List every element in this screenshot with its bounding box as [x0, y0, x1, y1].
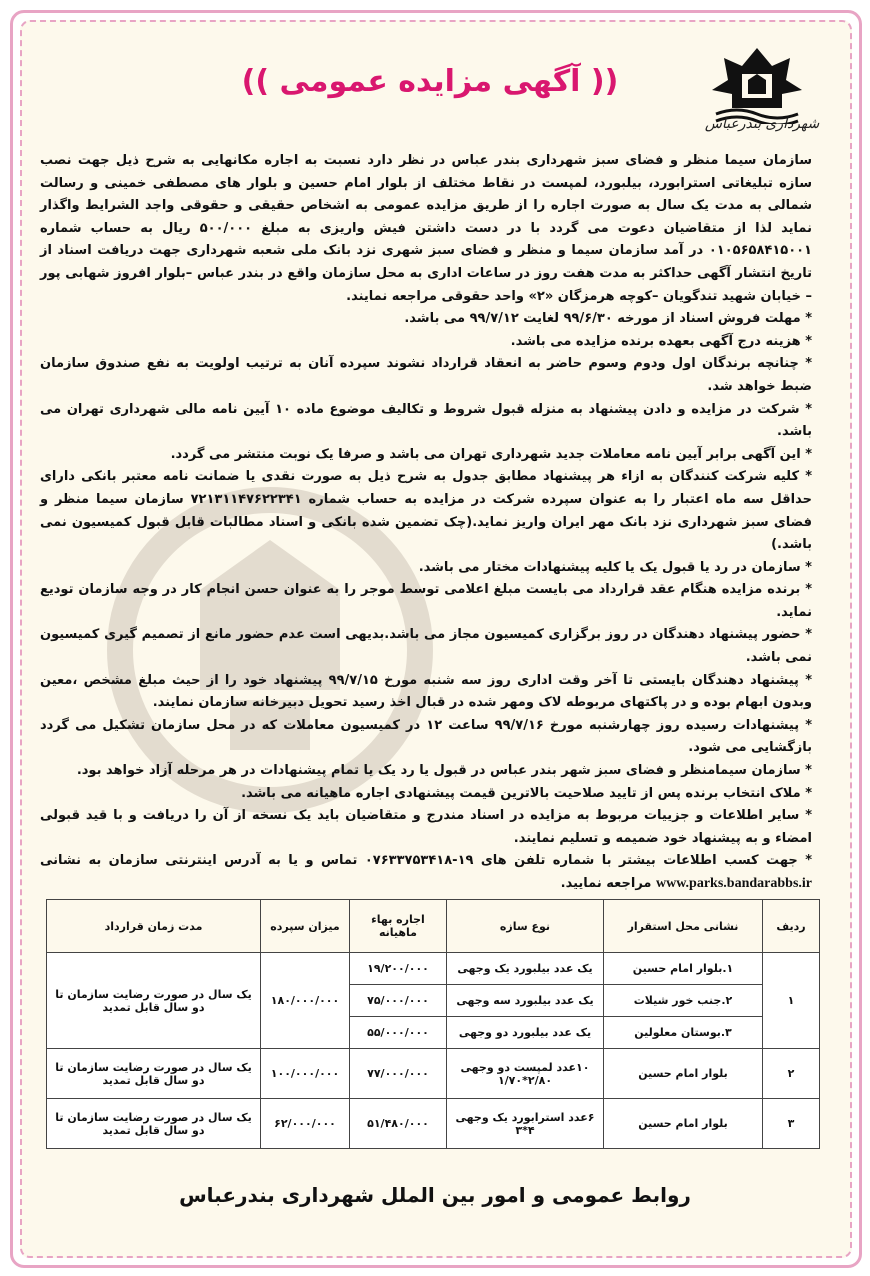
header-row-number: ردیف: [763, 900, 820, 953]
location-cell: ۲.جنب خور شیلات: [604, 985, 763, 1017]
condition-item: * این آگهی برابر آیین نامه معاملات جدید شهرداری تهران می باشد و صرفا یک نوبت منتشر می گردد.: [170, 446, 812, 462]
rent-cell: ۷۷/۰۰۰/۰۰۰: [350, 1049, 447, 1099]
row-number: ۳: [763, 1099, 820, 1149]
type-cell: ۱۰عدد لمپست دو وجهی ۲/۸۰*۱/۷۰: [447, 1049, 604, 1099]
condition-item: * سازمان در رد یا قبول یک یا کلیه پیشنهادات مختار می باشد.: [418, 559, 812, 575]
rent-cell: ۵۵/۰۰۰/۰۰۰: [350, 1017, 447, 1049]
contact-text: * جهت کسب اطلاعات بیشتر با شماره تلفن های ۱۹-۰۷۶۳۳۷۵۳۴۱۸ تماس و یا به آدرس اینترنتی سازمان به نشانی: [40, 853, 813, 869]
rent-cell: ۵۱/۴۸۰/۰۰۰: [350, 1099, 447, 1149]
contact-suffix: مراجعه نمایید.: [560, 876, 652, 891]
condition-item: * مهلت فروش اسناد از مورخه ۹۹/۶/۳۰ لغایت ۹۹/۷/۱۲ می باشد.: [404, 311, 812, 327]
deposit-cell: ۱۸۰/۰۰۰/۰۰۰: [261, 953, 350, 1049]
condition-item: * سایر اطلاعات و جزییات مربوط به مزایده در اسناد مندرج و متقاضیان باید یک نسخه از آن را دریافت و با قید قبولی امضاء و به پیشنهاد خود ضمیمه و تسلیم نمایند.: [40, 808, 812, 846]
conditions-list: [40, 308, 812, 850]
footer-signature: روابط عمومی و امور بین الملل شهرداری بندرعباس: [179, 1183, 691, 1207]
header-duration: مدت زمان قرارداد: [47, 900, 261, 953]
location-cell: بلوار امام حسین: [604, 1049, 763, 1099]
duration-cell: یک سال در صورت رضایت سازمان تا دو سال قابل تمدید: [47, 1049, 261, 1099]
condition-item: * شرکت در مزایده و دادن پیشنهاد به منزله قبول شروط و تکالیف موضوع ماده ۱۰ آیین نامه مالی شهرداری تهران می باشد.: [40, 401, 812, 440]
location-cell: ۳.بوستان معلولین: [604, 1017, 763, 1049]
intro-paragraph: سازمان سیما منظر و فضای سبز شهرداری بندر عباس در نظر دارد نسبت به اجاره مکانهایی به شرح ذیل جهت نصب سازه تبلیغاتی استرابورد، بیلبورد، لمپست در نقاط مختلف از بلوار امام حسین و بلوار های مصطفی خمینی و رسالت شمالی به مدت یک سال به صورت اجاره را از طریق مزایده عمومی به اشخاص حقیقی و حقوقی واجد الشرایط واگذار نماید لذا از متقاضیان دعوت می گردد با در دست داشتن فیش واریزی به مبلغ ۵۰۰/۰۰۰ ریال به حساب شماره ۰۱۰۵۶۵۸۴۱۵۰۰۱ در آمد سازمان سیما و منظر و فضای سبز شهری نزد بانک ملی شعبه شهرداری جهت دریافت اسناد از تاریخ انتشار آگهی حداکثر به مدت هفت روز در ساعات اداری به محل سازمان واقع در بندر عباس –بلوار افروز شهابی پور – خیابان شهید تندگویان –کوچه هرمزگان «۲» واحد حقوقی مراجعه نمایند.: [40, 153, 812, 304]
row-number: ۱: [763, 953, 820, 1049]
condition-item: * حضور پیشنهاد دهندگان در روز برگزاری کمیسیون مجاز می باشد.بدیهی است عدم حضور مانع از تصمیم گیری کمیسیون نمی باشد.: [40, 627, 812, 666]
condition-item: * چنانچه برندگان اول ودوم وسوم حاضر به انعقاد قرارداد نشوند سپرده آنان به ترتیب اولویت به نفع صندوق سازمان ضبط خواهد شد.: [40, 356, 812, 394]
type-cell: یک عدد بیلبورد سه وجهی: [447, 985, 604, 1017]
header-location: نشانی محل استقرار: [604, 900, 763, 953]
table-header-row: [47, 900, 820, 953]
duration-cell: یک سال در صورت رضایت سازمان تا دو سال قابل تمدید: [47, 953, 261, 1049]
condition-item: * پیشنهادات رسیده روز چهارشنبه مورخ ۹۹/۷/۱۶ ساعت ۱۲ در کمیسیون معاملات که در محل سازمان تشکیل می گردد بازگشایی می شود.: [40, 717, 812, 756]
page-title: (( آگهی مزایده عمومی )): [241, 64, 619, 99]
location-cell: بلوار امام حسین: [604, 1099, 763, 1149]
header-type: نوع سازه: [447, 900, 604, 953]
condition-item: * پیشنهاد دهندگان بایستی تا آخر وقت اداری روز سه شنبه مورخ ۹۹/۷/۱۵ پیشنهاد خود را از حیث مبلغ مشخص ،معین وبدون ابهام بوده و در پاکتهای مربوطه لاک ومهر شده در قبال اخذ رسید تحویل دبیرخانه سازمان نمایند.: [40, 672, 812, 711]
header-rent: اجاره بهاء ماهیانه: [350, 900, 447, 953]
table-row: [47, 1049, 820, 1099]
logo-caption: شهرداری بندرعباس: [704, 116, 820, 132]
condition-item: * برنده مزایده هنگام عقد قرارداد می بایست مبلغ اعلامی توسط موجر را به عنوان حسن انجام کار در وجه سازمان تودیع نماید.: [40, 582, 812, 620]
announcement-body: [40, 150, 812, 896]
condition-item: * هزینه درج آگهی بعهده برنده مزایده می باشد.: [510, 333, 812, 349]
website-link[interactable]: www.parks.bandarabbs.ir: [656, 876, 812, 891]
type-cell: یک عدد بیلبورد دو وجهی: [447, 1017, 604, 1049]
rent-cell: ۷۵/۰۰۰/۰۰۰: [350, 985, 447, 1017]
row-number: ۲: [763, 1049, 820, 1099]
deposit-cell: ۶۲/۰۰۰/۰۰۰: [261, 1099, 350, 1149]
contact-paragraph: [40, 850, 812, 895]
table-row: [47, 953, 820, 985]
type-cell: ۶عدد استرابورد یک وجهی ۴*۳: [447, 1099, 604, 1149]
location-cell: ۱.بلوار امام حسین: [604, 953, 763, 985]
type-cell: یک عدد بیلبورد یک وجهی: [447, 953, 604, 985]
duration-cell: یک سال در صورت رضایت سازمان تا دو سال قابل تمدید: [47, 1099, 261, 1149]
condition-item: * کلیه شرکت کنندگان به ازاء هر پیشنهاد مطابق جدول به شرح ذیل به صورت نقدی یا ضمانت نامه معتبر بانکی دارای حداقل سه ماه اعتبار را به عنوان سپرده شرکت در مزایده به حساب شماره ۷۲۱۳۱۱۴۷۶۲۲۳۴۱ سازمان سیما منظر و فضای سبز شهرداری نزد بانک مهر ایران واریز نماید.(چک تضمین شده بانکی و اسناد مطالبات قابل قبول کمیسیون نمی باشد.): [40, 469, 812, 553]
header-deposit: میزان سپرده: [261, 900, 350, 953]
auction-items-table: [46, 899, 820, 1149]
table-row: [47, 1099, 820, 1149]
rent-cell: ۱۹/۲۰۰/۰۰۰: [350, 953, 447, 985]
condition-item: * ملاک انتخاب برنده پس از تایید صلاحیت بالاترین قیمت پیشنهادی اجاره ماهیانه می باشد.: [241, 785, 812, 801]
condition-item: * سازمان سیمامنظر و فضای سبز شهر بندر عباس در قبول یا رد یک یا تمام پیشنهادات در هر مرحله آزاد خواهد بود.: [76, 763, 812, 779]
deposit-cell: ۱۰۰/۰۰۰/۰۰۰: [261, 1049, 350, 1099]
